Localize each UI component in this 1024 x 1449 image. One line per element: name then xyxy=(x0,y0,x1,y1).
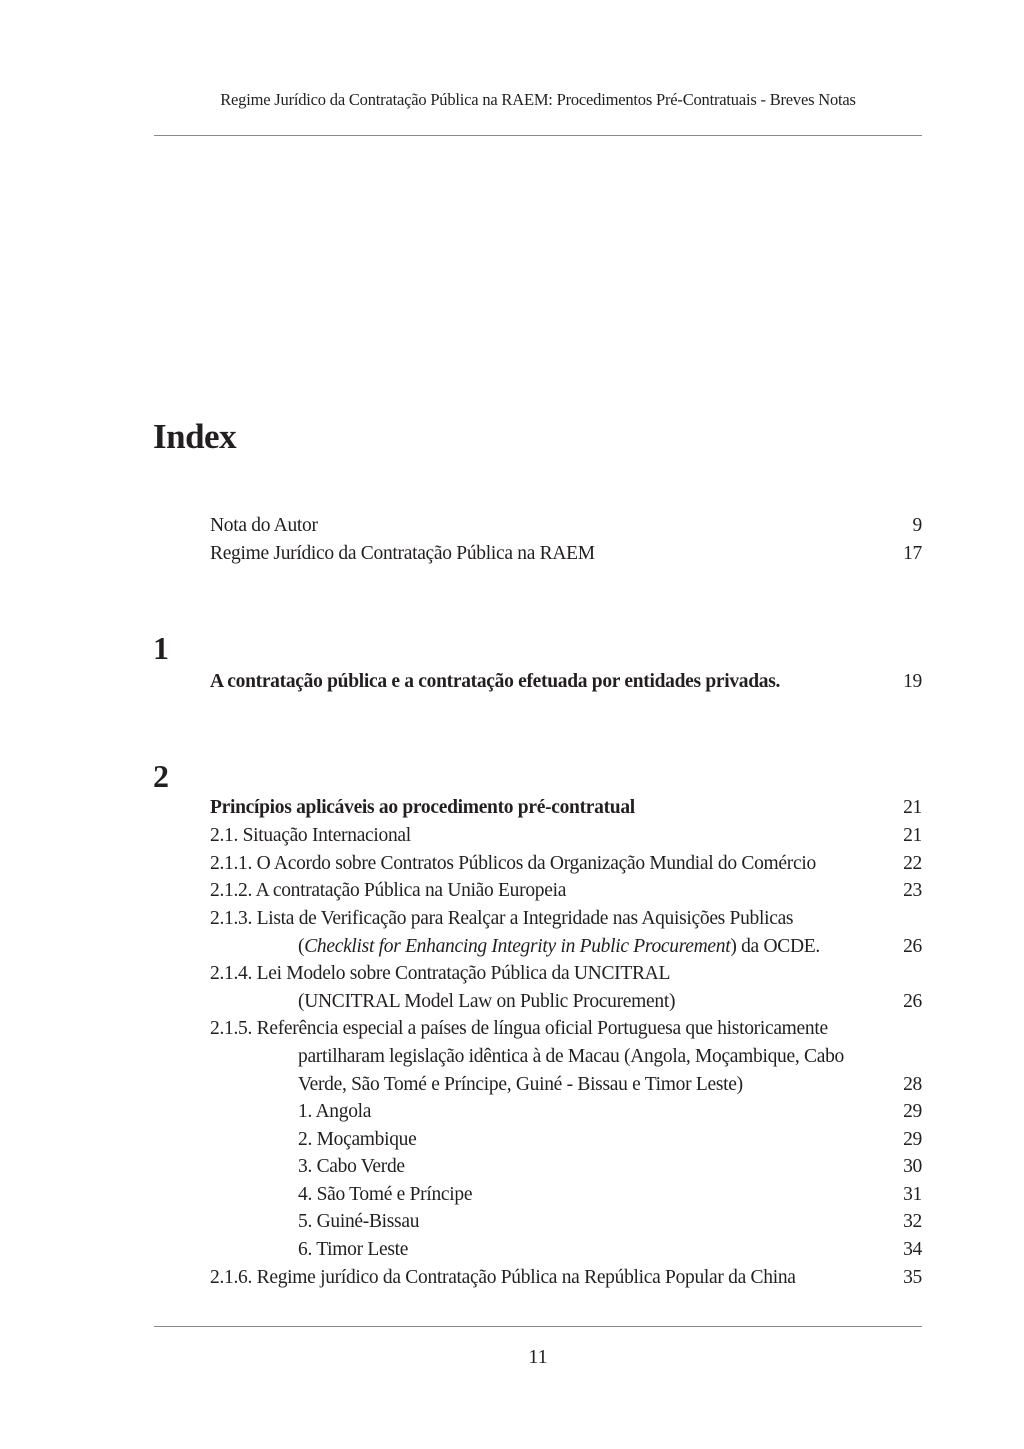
header-rule xyxy=(154,135,922,136)
toc-entry-page: 26 xyxy=(903,991,922,1012)
toc-entry[interactable] xyxy=(210,822,922,850)
toc-entry-title: 2.1.1. O Acordo sobre Contratos Públicos da Organização Mundial do Comércio xyxy=(210,853,816,874)
toc-entry-continuation[interactable] xyxy=(210,988,922,1016)
toc-entry-continuation[interactable] xyxy=(210,1071,922,1099)
toc-entry[interactable] xyxy=(210,1264,922,1292)
toc-entry-suffix: ) da OCDE. xyxy=(730,936,820,957)
toc-entry[interactable] xyxy=(210,960,922,988)
toc-entry-title xyxy=(298,933,820,961)
toc-entry[interactable] xyxy=(210,1153,922,1181)
toc-entry-page: 29 xyxy=(903,1129,922,1150)
toc-entry-title: Princípios aplicáveis ao procedimento pré-contratual xyxy=(210,797,635,818)
toc-entry[interactable] xyxy=(210,1126,922,1154)
toc-entry-page: 28 xyxy=(903,1074,922,1095)
toc-entry-title: 4. São Tomé e Príncipe xyxy=(298,1184,473,1205)
toc-entry[interactable] xyxy=(210,905,922,933)
toc-entry-page: 19 xyxy=(903,671,922,692)
toc-entry[interactable] xyxy=(210,1236,922,1264)
toc-entry-page: 32 xyxy=(903,1211,922,1232)
toc-entry-title: 5. Guiné-Bissau xyxy=(298,1211,420,1232)
toc-entry-page: 29 xyxy=(903,1101,922,1122)
toc-entry-continuation[interactable] xyxy=(210,933,922,961)
toc-entry-page: 30 xyxy=(903,1156,922,1177)
toc-entry-page: 21 xyxy=(903,797,922,818)
toc-entry-title: (UNCITRAL Model Law on Public Procurement) xyxy=(298,991,676,1012)
toc-entry-title: 2.1.5. Referência especial a países de língua oficial Portuguesa que historicamente xyxy=(210,1018,828,1039)
toc-entry[interactable] xyxy=(210,1208,922,1236)
toc-entry-title: 6. Timor Leste xyxy=(298,1239,409,1260)
toc-entry-title: partilharam legislação idêntica à de Macau (Angola, Moçambique, Cabo xyxy=(298,1046,844,1067)
toc-entry-title: Nota do Autor xyxy=(210,515,318,536)
toc-entry-page: 34 xyxy=(903,1239,922,1260)
toc-entry[interactable] xyxy=(210,512,922,540)
toc-entry-page: 35 xyxy=(903,1267,922,1288)
toc-entry[interactable] xyxy=(210,794,922,822)
chapter-number: 1 xyxy=(153,630,169,666)
toc-paren-open: ( xyxy=(298,936,305,957)
toc-entry-title: 2. Moçambique xyxy=(298,1129,417,1150)
toc-entry-page: 31 xyxy=(903,1184,922,1205)
toc-entry-title: 1. Angola xyxy=(298,1101,372,1122)
running-header: Regime Jurídico da Contratação Pública na RAEM: Procedimentos Pré-Contratuais - Breves Notas xyxy=(220,90,856,109)
toc-entry[interactable] xyxy=(210,1181,922,1209)
toc-entry[interactable] xyxy=(210,540,922,568)
toc-entry-title: 2.1.6. Regime jurídico da Contratação Pública na República Popular da China xyxy=(210,1267,796,1288)
toc-entry[interactable] xyxy=(210,668,922,696)
toc-entry[interactable] xyxy=(210,1015,922,1043)
toc-entry-title: Regime Jurídico da Contratação Pública na RAEM xyxy=(210,543,595,564)
toc-entry-title: 2.1. Situação Internacional xyxy=(210,825,411,846)
toc-entry-page: 9 xyxy=(912,515,922,536)
toc-entry-title: 2.1.3. Lista de Verificação para Realçar a Integridade nas Aquisições Publicas xyxy=(210,908,794,929)
footer-rule xyxy=(154,1326,922,1327)
toc-entry-page: 22 xyxy=(903,853,922,874)
index-title: Index xyxy=(153,417,237,456)
toc-entry-continuation[interactable] xyxy=(210,1043,922,1071)
toc-entry[interactable] xyxy=(210,877,922,905)
toc-italic-title: Checklist for Enhancing Integrity in Public Procurement xyxy=(304,936,731,957)
toc-entry-title: 2.1.4. Lei Modelo sobre Contratação Pública da UNCITRAL xyxy=(210,963,671,984)
toc-entry-title: Verde, São Tomé e Príncipe, Guiné - Bissau e Timor Leste) xyxy=(298,1074,743,1095)
toc-entry-page: 26 xyxy=(903,936,922,957)
toc-entry-title: 3. Cabo Verde xyxy=(298,1156,405,1177)
toc-entry-page: 23 xyxy=(903,880,922,901)
toc-entry-title: A contratação pública e a contratação efetuada por entidades privadas. xyxy=(210,671,781,692)
chapter-number: 2 xyxy=(153,758,169,794)
toc-entry-page: 17 xyxy=(903,543,922,564)
page-number: 11 xyxy=(528,1346,548,1368)
toc-entry[interactable] xyxy=(210,850,922,878)
toc-entry[interactable] xyxy=(210,1098,922,1126)
toc-entry-title: 2.1.2. A contratação Pública na União Europeia xyxy=(210,880,567,901)
toc-entry-page: 21 xyxy=(903,825,922,846)
